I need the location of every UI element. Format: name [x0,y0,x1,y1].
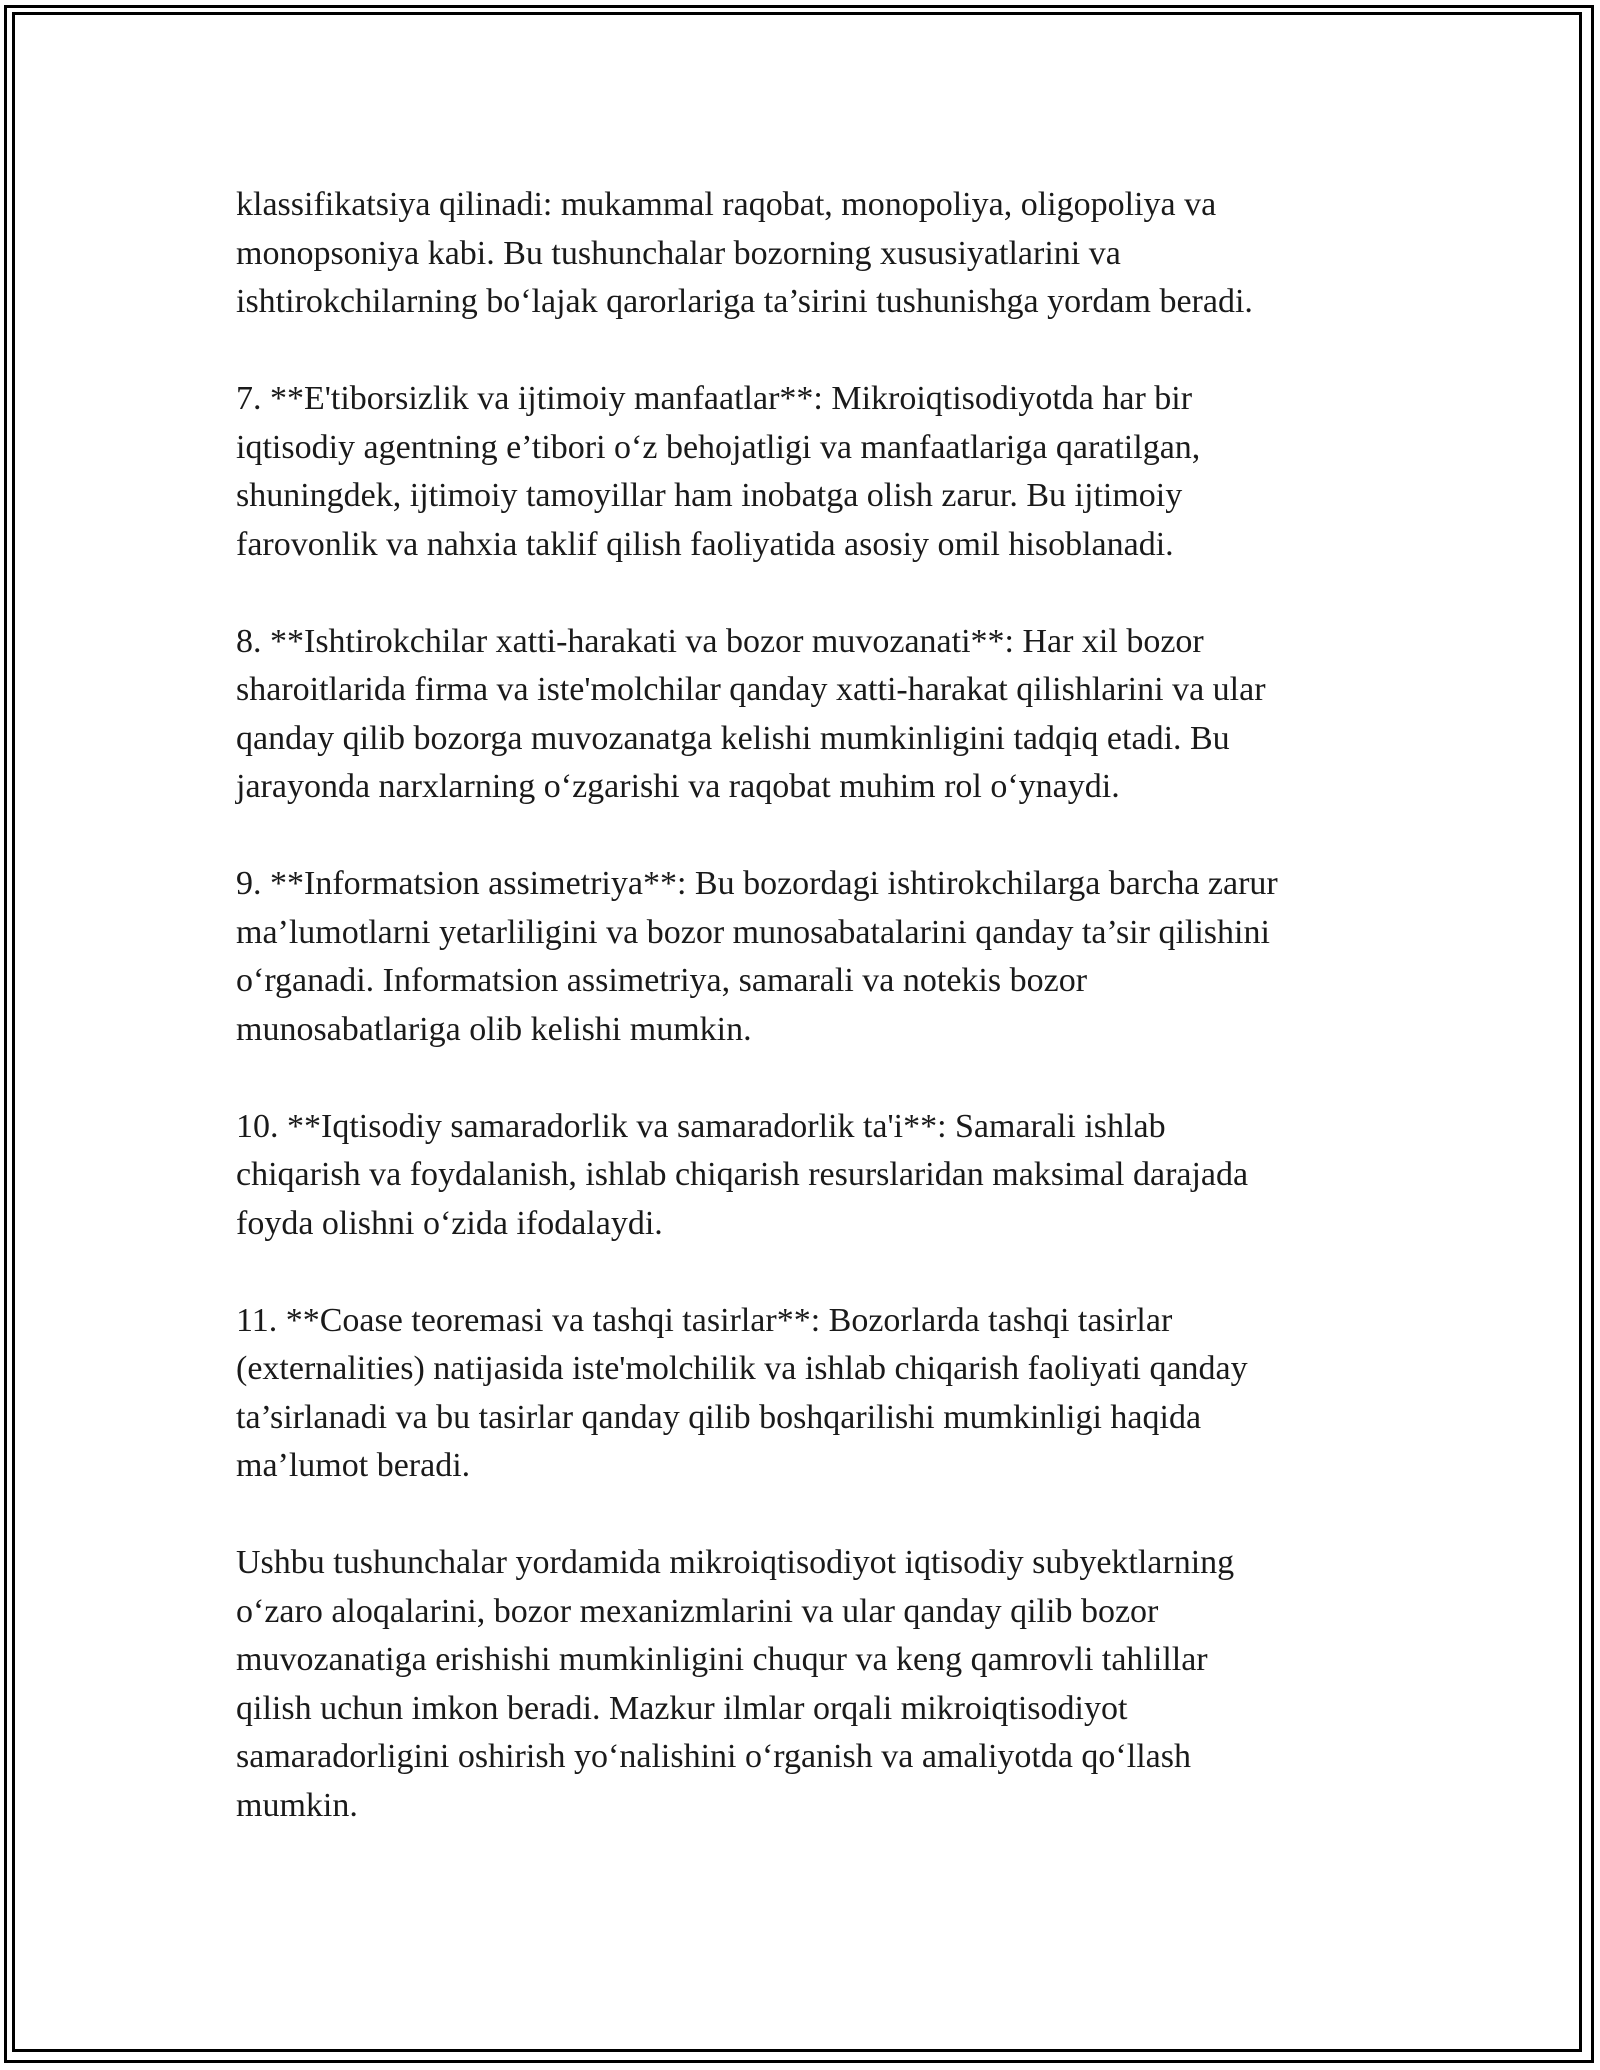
text-line: klassifikatsiya qilinadi: mukammal raqobat, monopoliya, oligopoliya va [236,186,1217,223]
text-line: 11. **Coase teoremasi va tashqi tasirlar**: Bozorlarda tashqi tasirlar [236,1301,1173,1339]
paragraph-market-classification [236,181,1386,327]
text-line: o‘zaro aloqalarini, bozor mexanizmlarini va ular qanday qilib bozor [236,1592,1159,1630]
text-line: chiqarish va foydalanish, ishlab chiqarish resurslaridan maksimal darajada [236,1156,1249,1193]
text-line: ishtirokchilarning bo‘lajak qarorlariga ta’sirini tushunishga yordam beradi. [236,283,1253,320]
text-line: 9. **Informatsion assimetriya**: Bu bozordagi ishtirokchilarga barcha zarur [236,865,1278,902]
paragraph-conclusion [236,1539,1386,1830]
text-line: ta’sirlanadi va bu tasirlar qanday qilib boshqarilishi mumkinligi haqida [236,1398,1202,1436]
text-line: ma’lumotlarni yetarliligini va bozor munosabatalarini qanday ta’sir qilishini [236,913,1270,951]
paragraph-item-10 [236,1103,1386,1249]
text-line: muvozanatiga erishishi mumkinligini chuqur va keng qamrovli tahlillar [236,1641,1208,1678]
text-line: 8. **Ishtirokchilar xatti-harakati va bozor muvozanati**: Har xil bozor [236,622,1204,660]
text-line: ma’lumot beradi. [236,1447,471,1484]
text-line: samaradorligini oshirish yo‘nalishini o‘rganish va amaliyotda qo‘llash [236,1738,1191,1775]
paragraph-item-8 [236,618,1386,812]
text-line: 7. **E'tiborsizlik va ijtimoiy manfaatlar**: Mikroiqtisodiyotda har bir [236,380,1193,417]
text-line: sharoitlarida firma va iste'molchilar qanday xatti-harakat qilishlarini va ular [236,671,1266,708]
document-body [236,181,1386,1879]
text-line: o‘rganadi. Informatsion assimetriya, samarali va notekis bozor [236,962,1088,999]
text-line: 10. **Iqtisodiy samaradorlik va samaradorlik ta'i**: Samarali ishlab [236,1107,1166,1145]
text-line: mumkin. [236,1786,358,1824]
text-line: jarayonda narxlarning o‘zgarishi va raqobat muhim rol o‘ynaydi. [236,768,1120,805]
text-line: iqtisodiy agentning e’tibori o‘z behojatligi va manfaatlariga qaratilgan, [236,428,1201,466]
paragraph-item-11 [236,1297,1386,1491]
paragraph-item-7 [236,375,1386,569]
text-line: qanday qilib bozorga muvozanatga kelishi mumkinligini tadqiq etadi. Bu [236,719,1230,757]
text-line: munosabatlariga olib kelishi mumkin. [236,1010,752,1048]
text-line: monopsoniya kabi. Bu tushunchalar bozorning xususiyatlarini va [236,234,1121,272]
text-line: qilish uchun imkon beradi. Mazkur ilmlar orqali mikroiqtisodiyot [236,1689,1128,1727]
text-line: farovonlik va nahxia taklif qilish faoliyatida asosiy omil hisoblanadi. [236,525,1174,563]
text-line: shuningdek, ijtimoiy tamoyillar ham inobatga olish zarur. Bu ijtimoiy [236,477,1183,514]
paragraph-item-9 [236,860,1386,1054]
text-line: (externalities) natijasida iste'molchilik va ishlab chiqarish faoliyati qanday [236,1350,1248,1387]
text-line: Ushbu tushunchalar yordamida mikroiqtisodiyot iqtisodiy subyektlarning [236,1544,1235,1581]
text-line: foyda olishni o‘zida ifodalaydi. [236,1204,663,1242]
